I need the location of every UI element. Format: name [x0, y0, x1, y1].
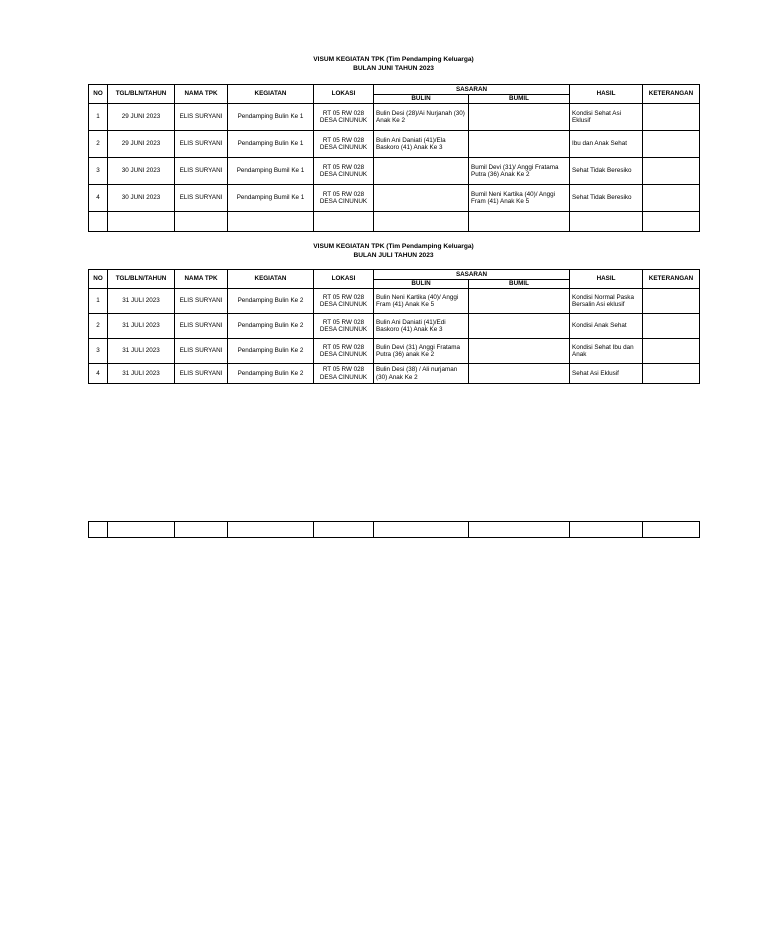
cell-lokasi: RT 05 RW 028 DESA CINUNUK — [314, 185, 374, 212]
col-hasil-header: HASIL — [570, 85, 643, 104]
cell-lokasi: RT 05 RW 028 DESA CINUNUK — [314, 104, 374, 131]
col-bulin-header: BULIN — [374, 95, 469, 104]
cell-keterangan — [643, 364, 700, 384]
cell-lokasi: RT 05 RW 028 DESA CINUNUK — [314, 289, 374, 314]
col-kegiatan-header: KEGIATAN — [228, 270, 314, 289]
cell-tgl: 30 JUNI 2023 — [108, 185, 175, 212]
col-kegiatan-header: KEGIATAN — [228, 85, 314, 104]
cell-bumil — [469, 314, 570, 339]
cell-no: 4 — [89, 185, 108, 212]
cell-tgl: 31 JULI 2023 — [108, 364, 175, 384]
cell-keterangan — [643, 104, 700, 131]
col-no-header: NO — [89, 270, 108, 289]
cell-no: 3 — [89, 158, 108, 185]
cell-keterangan — [643, 131, 700, 158]
cell-bulin: Bulin Ani Daniati (41)/Edi Baskoro (41) Anak Ke 3 — [374, 314, 469, 339]
cell-bulin: Bulin Neni Kartika (40)/ Anggi Fram (41) Anak Ke 5 — [374, 289, 469, 314]
cell-keterangan — [643, 314, 700, 339]
cell-no: 1 — [89, 104, 108, 131]
cell-hasil: Ibu dan Anak Sehat — [570, 131, 643, 158]
cell-lokasi: RT 05 RW 028 DESA CINUNUK — [314, 339, 374, 364]
cell-nama: ELIS SURYANI — [175, 339, 228, 364]
cell-bulin — [374, 185, 469, 212]
col-nama-header: NAMA TPK — [175, 270, 228, 289]
empty-table-row — [88, 521, 700, 538]
cell-bumil — [469, 131, 570, 158]
cell-bulin: Bulin Ani Daniati (41)/Ela Baskoro (41) Anak Ke 3 — [374, 131, 469, 158]
col-bumil-header: BUMIL — [469, 280, 570, 289]
col-sasaran-header: SASARAN — [374, 270, 570, 280]
june-table — [88, 84, 700, 232]
table-row — [89, 364, 700, 384]
col-bulin-header: BULIN — [374, 280, 469, 289]
table-header-row — [89, 270, 700, 280]
col-bumil-header: BUMIL — [469, 95, 570, 104]
cell-tgl: 31 JULI 2023 — [108, 314, 175, 339]
cell-keterangan — [643, 339, 700, 364]
table-row — [89, 158, 700, 185]
section1-subtitle: BULAN JUNI TAHUN 2023 — [353, 65, 434, 72]
cell-no: 1 — [89, 289, 108, 314]
col-keterangan-header: KETERANGAN — [643, 85, 700, 104]
cell-hasil: Sehat Asi Eklusif — [570, 364, 643, 384]
col-tgl-header: TGL/BLN/TAHUN — [108, 85, 175, 104]
cell-lokasi: RT 05 RW 028 DESA CINUNUK — [314, 131, 374, 158]
cell-no: 2 — [89, 131, 108, 158]
cell-nama: ELIS SURYANI — [175, 158, 228, 185]
cell-bulin — [374, 158, 469, 185]
cell-kegiatan: Pendamping Bumil Ke 1 — [228, 185, 314, 212]
cell-keterangan — [643, 158, 700, 185]
cell-no: 2 — [89, 314, 108, 339]
cell-lokasi: RT 05 RW 028 DESA CINUNUK — [314, 364, 374, 384]
cell-no: 3 — [89, 339, 108, 364]
cell-kegiatan: Pendamping Bulin Ke 1 — [228, 104, 314, 131]
cell-kegiatan: Pendamping Bulin Ke 2 — [228, 289, 314, 314]
cell-bumil — [469, 289, 570, 314]
july-table — [88, 269, 700, 384]
cell-tgl: 29 JUNI 2023 — [108, 104, 175, 131]
cell-tgl: 30 JUNI 2023 — [108, 158, 175, 185]
col-nama-header: NAMA TPK — [175, 85, 228, 104]
cell-kegiatan: Pendamping Bulin Ke 2 — [228, 314, 314, 339]
cell-hasil: Sehat Tidak Beresiko — [570, 185, 643, 212]
cell-tgl: 31 JULI 2023 — [108, 339, 175, 364]
cell-nama: ELIS SURYANI — [175, 185, 228, 212]
col-sasaran-header: SASARAN — [374, 85, 570, 95]
cell-kegiatan: Pendamping Bulin Ke 2 — [228, 339, 314, 364]
cell-kegiatan: Pendamping Bulin Ke 2 — [228, 364, 314, 384]
cell-tgl: 31 JULI 2023 — [108, 289, 175, 314]
section2-subtitle: BULAN JULI TAHUN 2023 — [353, 252, 434, 259]
table-row — [89, 104, 700, 131]
cell-bulin: Bulin Desi (28)/Ai Nurjanah (30) Anak Ke 2 — [374, 104, 469, 131]
table-row — [89, 185, 700, 212]
cell-tgl: 29 JUNI 2023 — [108, 131, 175, 158]
table-row — [89, 289, 700, 314]
col-hasil-header: HASIL — [570, 270, 643, 289]
cell-bumil — [469, 104, 570, 131]
cell-kegiatan: Pendamping Bumil Ke 1 — [228, 158, 314, 185]
section1-title: VISUM KEGIATAN TPK (Tim Pendamping Keluarga) — [313, 56, 474, 63]
cell-bumil: Bumil Neni Kartika (40)/ Anggi Fram (41) Anak Ke 5 — [469, 185, 570, 212]
col-lokasi-header: LOKASI — [314, 85, 374, 104]
cell-keterangan — [643, 185, 700, 212]
cell-keterangan — [643, 289, 700, 314]
cell-bumil — [469, 339, 570, 364]
table-row — [89, 131, 700, 158]
col-lokasi-header: LOKASI — [314, 270, 374, 289]
table-row — [89, 314, 700, 339]
cell-lokasi: RT 05 RW 028 DESA CINUNUK — [314, 158, 374, 185]
cell-hasil: Kondisi Sehat Asi Eklusif — [570, 104, 643, 131]
col-no-header: NO — [89, 85, 108, 104]
empty-row — [89, 522, 700, 538]
cell-bulin: Bulin Desi (38) / Ali nurjaman (30) Anak Ke 2 — [374, 364, 469, 384]
col-tgl-header: TGL/BLN/TAHUN — [108, 270, 175, 289]
cell-hasil: Sehat Tidak Beresiko — [570, 158, 643, 185]
cell-bulin: Bulin Devi (31) Anggi Fratama Putra (36) anak Ke 2 — [374, 339, 469, 364]
cell-nama: ELIS SURYANI — [175, 314, 228, 339]
cell-hasil: Kondisi Normal Paska Bersalin Asi eklusif — [570, 289, 643, 314]
cell-nama: ELIS SURYANI — [175, 289, 228, 314]
cell-hasil: Kondisi Anak Sehat — [570, 314, 643, 339]
table-row — [89, 339, 700, 364]
cell-lokasi: RT 05 RW 028 DESA CINUNUK — [314, 314, 374, 339]
cell-kegiatan: Pendamping Bulin Ke 1 — [228, 131, 314, 158]
cell-nama: ELIS SURYANI — [175, 364, 228, 384]
cell-nama: ELIS SURYANI — [175, 131, 228, 158]
cell-nama: ELIS SURYANI — [175, 104, 228, 131]
section2-title: VISUM KEGIATAN TPK (Tim Pendamping Keluarga) — [313, 243, 474, 250]
empty-row — [89, 212, 700, 232]
cell-no: 4 — [89, 364, 108, 384]
table-header-row — [89, 85, 700, 95]
col-keterangan-header: KETERANGAN — [643, 270, 700, 289]
cell-hasil: Kondisi Sehat Ibu dan Anak — [570, 339, 643, 364]
cell-bumil — [469, 364, 570, 384]
cell-bumil: Bumil Devi (31)/ Anggi Fratama Putra (36) Anak Ke 2 — [469, 158, 570, 185]
